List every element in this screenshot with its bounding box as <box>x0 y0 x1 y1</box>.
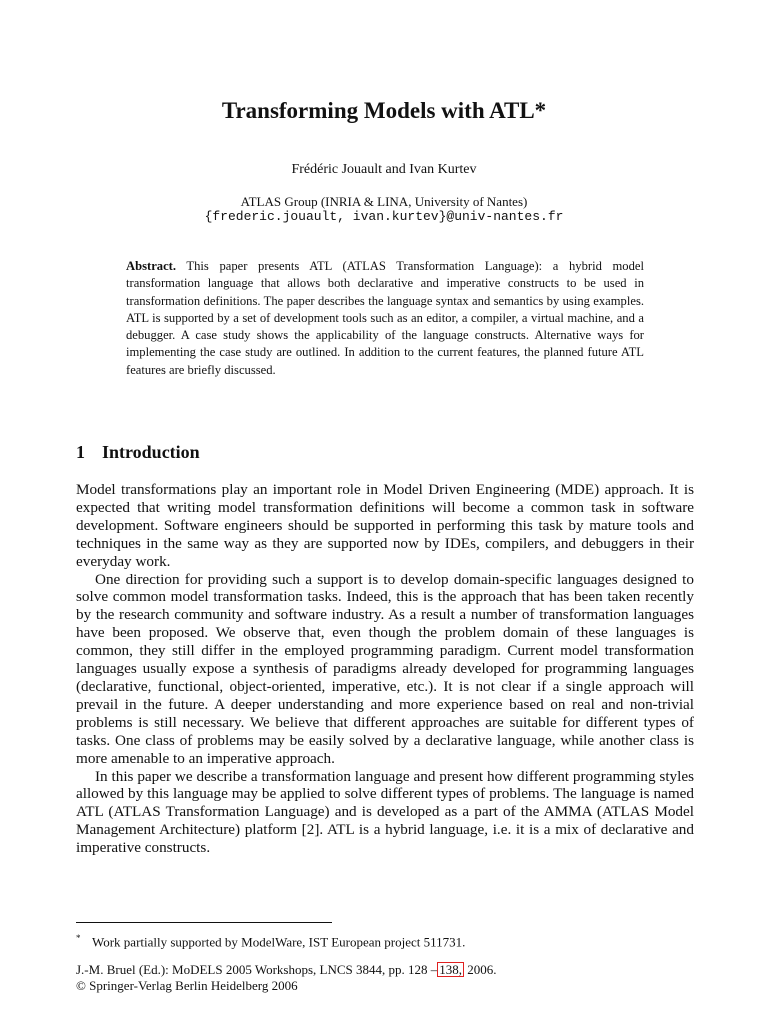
abstract-text: This paper presents ATL (ATLAS Transformation Language): a hybrid model transformation language that allows both declarative and imperative constructs to be used in transformation definitions. The paper describes the language syntax and semantics by using examples. ATL is supported by a set of development tools such as an editor, a compiler, a virtual machine, and a debugger. A case study shows the applicability of the language constructs. Alternative ways for implementing the case study are outlined. In addition to the current features, the planned future ATL features are briefly discussed. <box>126 259 644 377</box>
section-heading <box>76 440 476 464</box>
section-body <box>76 481 694 857</box>
copyright-line: © Springer-Verlag Berlin Heidelberg 2006 <box>76 978 298 993</box>
paragraph: In this paper we describe a transformation language and present how different programming styles allowed by this language may be applied to solve different types of problems. The language is named ATL (ATLAS Transformation Language) and is developed as a part of the AMMA (ATLAS Model Management Architecture) platform [2]. ATL is a hybrid language, i.e. it is a mix of declarative and imperative constructs. <box>76 767 694 857</box>
footnote-text: Work partially supported by ModelWare, IST European project 511731. <box>92 934 466 950</box>
paragraph: One direction for providing such a support is to develop domain-specific languages designed to solve common model transformation tasks. Indeed, this is the approach that has been taken recently by the research community and software industry. As a result a number of transformation languages have been proposed. We observe that, even though the problem domain of these languages is common, they still differ in the employed programming paradigm. Current model transformation languages usually expose a synthesis of paradigms already developed for programming languages (declarative, functional, object-oriented, imperative, etc.). It is not clear if a single approach will prevail in the future. A deeper understanding and more experience based on real and non-trivial problems is still necessary. We believe that different approaches are suitable for different types of tasks. One class of problems may be easily solved by a declarative language, while another class is more amenable to an imperative approach. <box>76 570 694 767</box>
author-emails: {frederic.jouault, ivan.kurtev}@univ-nantes.fr <box>204 209 564 224</box>
paragraph: Model transformations play an important role in Model Driven Engineering (MDE) approach. It is expected that writing model transformation definitions will become a common task in software development. Software engineers should be supported in performing this task by mature tools and techniques in the same way as they are supported now by IDEs, compilers, and debuggers in their everyday work. <box>76 481 694 570</box>
section-number: 1 <box>76 442 85 462</box>
paper-authors: Frédéric Jouault and Ivan Kurtev <box>291 162 477 177</box>
footnote <box>76 929 696 951</box>
page-link[interactable]: 138, <box>439 962 463 977</box>
section-title: Introduction <box>102 442 200 462</box>
citation <box>76 962 696 994</box>
affiliation: ATLAS Group (INRIA & LINA, University of Nantes) <box>240 194 528 209</box>
abstract-label: Abstract. <box>126 259 177 273</box>
citation-suffix: 2006. <box>464 962 497 977</box>
abstract <box>126 258 644 379</box>
citation-prefix: J.-M. Bruel (Ed.): MoDELS 2005 Workshops, LNCS 3844, pp. 128 – <box>76 962 438 977</box>
citation-line <box>76 962 696 978</box>
paper-title: Transforming Models with ATL* <box>221 98 547 123</box>
footnote-rule <box>76 922 332 923</box>
footnote-mark: * <box>76 933 81 943</box>
